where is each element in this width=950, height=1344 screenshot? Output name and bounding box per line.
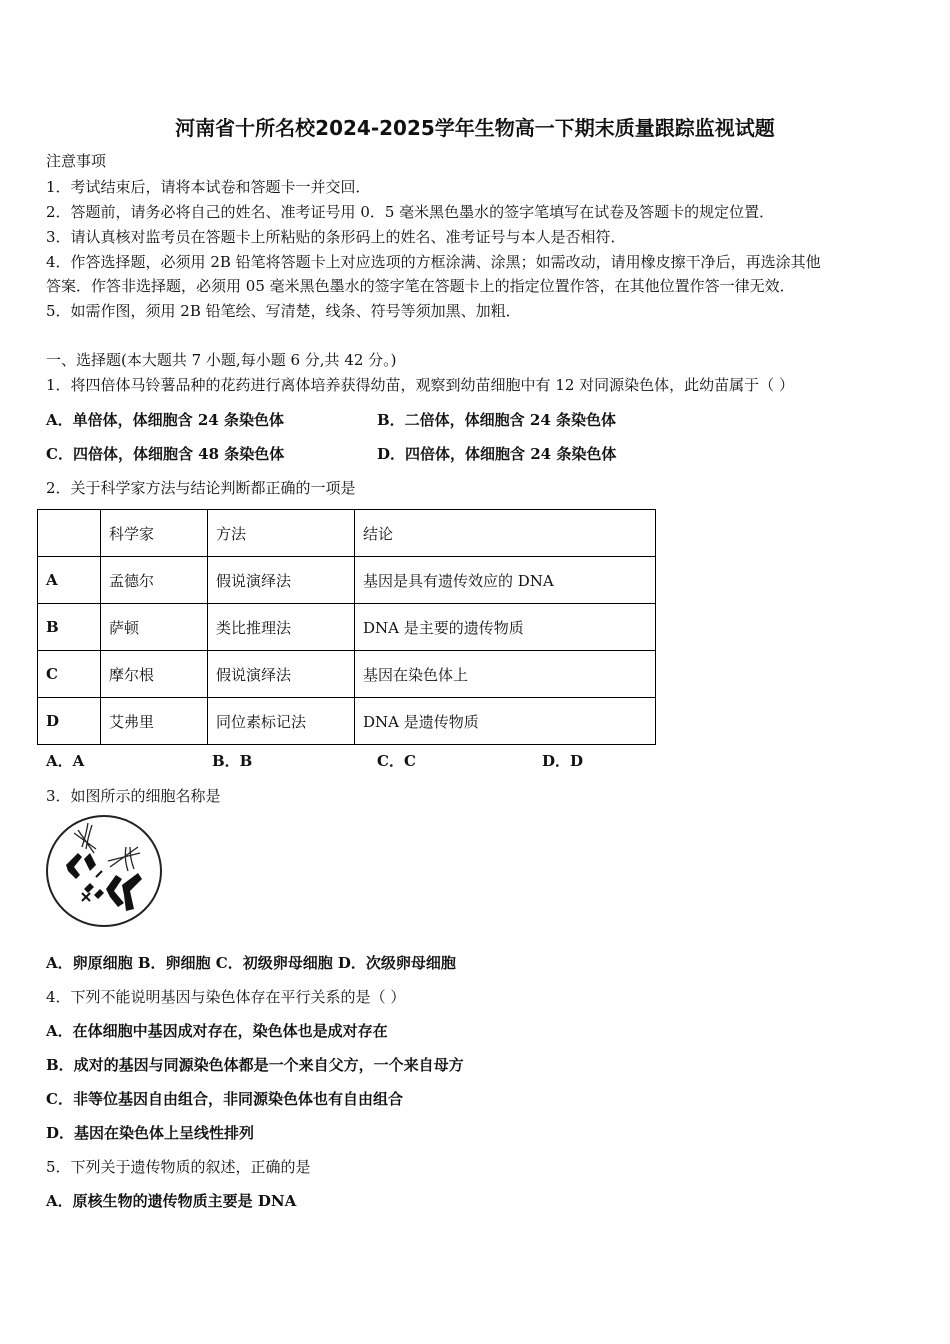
q5-stem: 5．下列关于遗传物质的叙述，正确的是	[46, 1158, 311, 1176]
q4-option-b: B．成对的基因与同源染色体都是一个来自父方，一个来自母方	[46, 1056, 464, 1074]
table-row	[38, 557, 656, 604]
table-cell: 萨顿	[101, 604, 208, 651]
table-header-row	[38, 510, 656, 557]
table-cell: 孟德尔	[101, 557, 208, 604]
q1-option-d: D．四倍体，体细胞含 24 条染色体	[377, 445, 617, 463]
table-cell: 假说演绎法	[208, 557, 355, 604]
q3-options: A．卵原细胞 B．卵细胞 C．初级卵母细胞 D．次级卵母细胞	[46, 954, 456, 972]
table-cell: B	[38, 604, 101, 651]
notice-item-5: 5．如需作图，须用 2B 铅笔绘、写清楚，线条、符号等须加黑、加粗．	[46, 302, 521, 320]
table-cell: 假说演绎法	[208, 651, 355, 698]
table-cell: 类比推理法	[208, 604, 355, 651]
notice-item-2: 2．答题前，请务必将自己的姓名、准考证号用 0．5 毫米黑色墨水的签字笔填写在试卷及答题卡的规定位置．	[46, 203, 775, 221]
chromatid-outline-top	[74, 823, 96, 853]
table-cell: DNA 是主要的遗传物质	[355, 604, 656, 651]
q3-stem: 3．如图所示的细胞名称是	[46, 787, 221, 805]
page-title: 河南省十所名校2024-2025学年生物高一下期末质量跟踪监视试题	[175, 116, 775, 140]
q2-option-d: D．D	[542, 752, 584, 770]
q2-option-c: C．C	[377, 752, 416, 770]
table-row	[38, 651, 656, 698]
table-row	[38, 604, 656, 651]
table-cell: 基因是具有遗传效应的 DNA	[355, 557, 656, 604]
cell-diagram	[44, 813, 164, 929]
q1-option-b: B．二倍体，体细胞含 24 条染色体	[377, 411, 616, 429]
table-cell: 艾弗里	[101, 698, 208, 745]
table-header-cell	[38, 510, 101, 557]
q2-option-a: A．A	[46, 752, 85, 770]
notice-item-3: 3．请认真核对监考员在答题卡上所粘贴的条形码上的姓名、准考证号与本人是否相符．	[46, 228, 626, 246]
table-row	[38, 698, 656, 745]
q2-table	[37, 509, 656, 745]
table-cell: C	[38, 651, 101, 698]
dark-chromosomes	[66, 853, 142, 911]
section-heading: 一、选择题(本大题共 7 小题,每小题 6 分,共 42 分。)	[46, 351, 397, 369]
q2-option-b: B．B	[212, 752, 253, 770]
notice-item-1: 1．考试结束后，请将本试卷和答题卡一并交回．	[46, 178, 371, 196]
q4-stem: 4．下列不能说明基因与染色体存在平行关系的是（ ）	[46, 988, 406, 1006]
q1-option-c: C．四倍体，体细胞含 48 条染色体	[46, 445, 285, 463]
q4-option-d: D．基因在染色体上呈线性排列	[46, 1124, 255, 1142]
notice-heading: 注意事项	[46, 152, 107, 170]
table-header-cell: 结论	[355, 510, 656, 557]
q1-stem: 1．将四倍体马铃薯品种的花药进行离体培养获得幼苗，观察到幼苗细胞中有 12 对同源染色体，此幼苗属于（ ）	[46, 376, 794, 394]
table-cell: 基因在染色体上	[355, 651, 656, 698]
table-cell: D	[38, 698, 101, 745]
notice-item-4-cont: 答案．作答非选择题，必须用 05 毫米黑色墨水的签字笔在答题卡上的指定位置作答，在其他位置作答一律无效．	[46, 277, 795, 295]
q4-option-a: A．在体细胞中基因成对存在，染色体也是成对存在	[46, 1022, 388, 1040]
q1-option-a: A．单倍体，体细胞含 24 条染色体	[46, 411, 284, 429]
q2-stem: 2．关于科学家方法与结论判断都正确的一项是	[46, 479, 356, 497]
q4-option-c: C．非等位基因自由组合，非同源染色体也有自由组合	[46, 1090, 403, 1108]
table-cell: DNA 是遗传物质	[355, 698, 656, 745]
q5-option-a: A．原核生物的遗传物质主要是 DNA	[46, 1192, 297, 1210]
chromatid-outline-right	[108, 847, 140, 871]
table-header-cell: 方法	[208, 510, 355, 557]
table-cell: 摩尔根	[101, 651, 208, 698]
table-cell: 同位素标记法	[208, 698, 355, 745]
table-header-cell: 科学家	[101, 510, 208, 557]
cell-membrane	[47, 816, 161, 926]
notice-item-4: 4．作答选择题，必须用 2B 铅笔将答题卡上对应选项的方框涂满、涂黑；如需改动，请用橡皮擦干净后，再选涂其他	[46, 253, 821, 271]
table-cell: A	[38, 557, 101, 604]
